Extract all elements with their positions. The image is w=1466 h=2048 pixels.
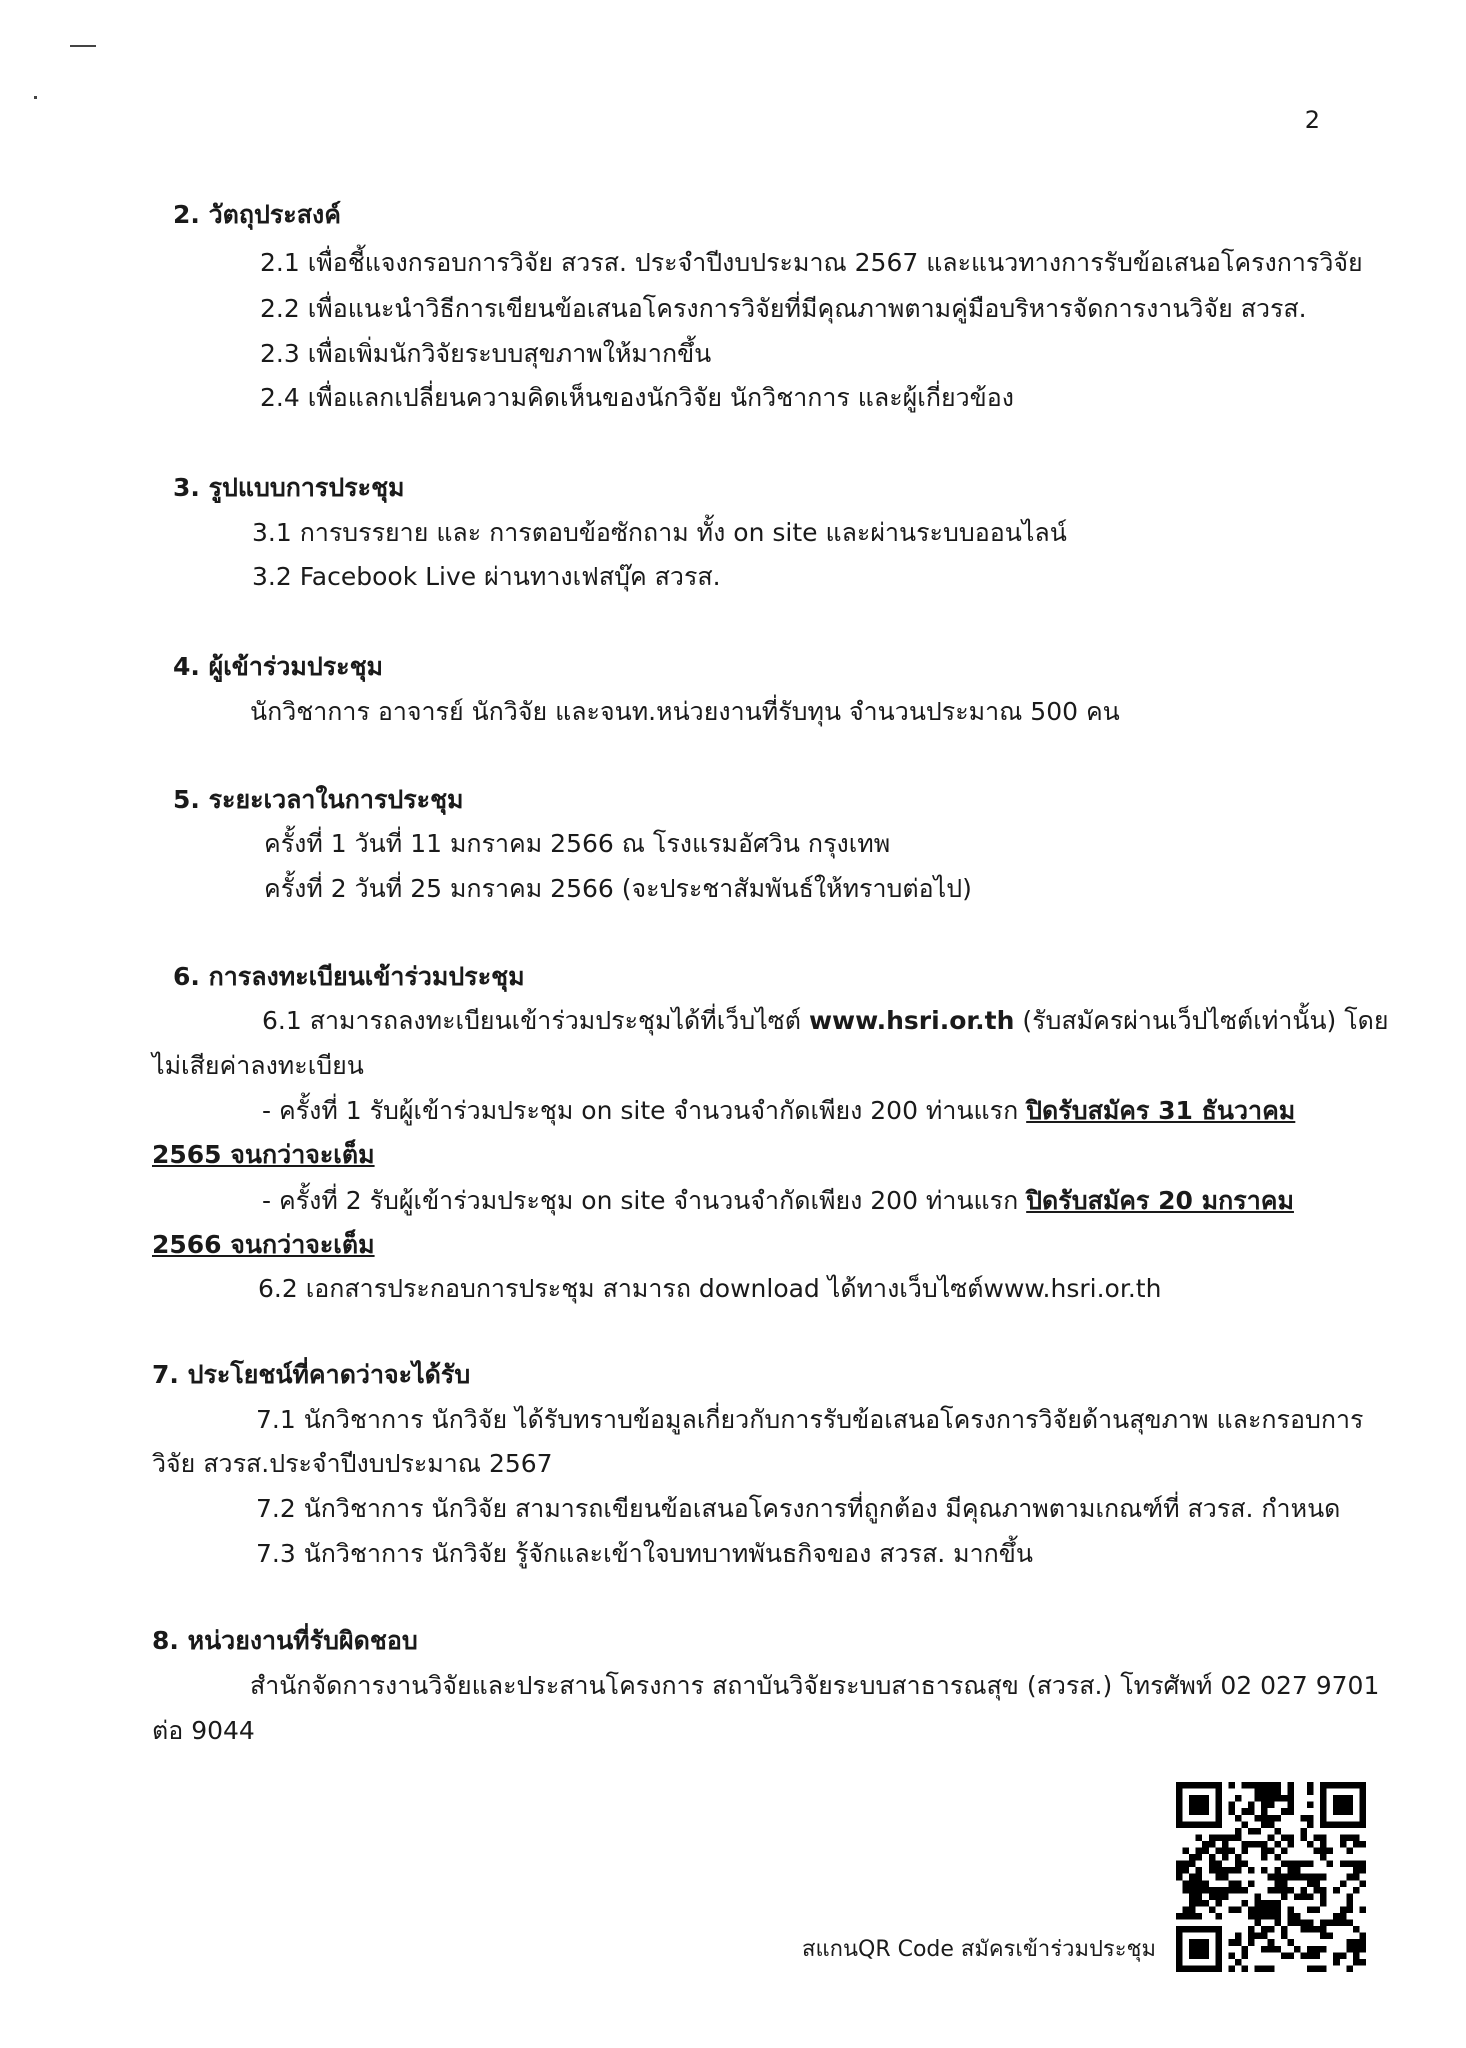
- format-item: 3.2 Facebook Live ผ่านทางเฟสบุ๊ค สวรส.: [252, 562, 721, 591]
- participants-text: นักวิชาการ อาจารย์ นักวิจัย และจนท.หน่วยงานที่รับทุน จำนวนประมาณ 500 คน: [250, 697, 1120, 726]
- round-text: - ครั้งที่ 2 รับผู้เข้าร่วมประชุม on site จำนวนจำกัดเพียง 200 ท่านแรก: [262, 1186, 1019, 1215]
- objective-item: 2.2 เพื่อแนะนำวิธีการเขียนข้อเสนอโครงการวิจัยที่มีคุณภาพตามคู่มือบริหารจัดการงานวิจัย สวรส.: [260, 294, 1307, 323]
- registration-round-1: [262, 1096, 1295, 1126]
- section-4-heading: 4. ผู้เข้าร่วมประชุม: [173, 652, 384, 681]
- benefit-item: 7.2 นักวิชาการ นักวิจัย สามารถเขียนข้อเสนอโครงการที่ถูกต้อง มีคุณภาพตามเกณฑ์ที่ สวรส. กำหนด: [256, 1494, 1341, 1523]
- registration-text: 6.1 สามารถลงทะเบียนเข้าร่วมประชุมได้ที่เว็บไซต์: [262, 1006, 801, 1035]
- deadline-text: ปิดรับสมัคร 20 มกราคม: [1026, 1186, 1294, 1215]
- benefit-item: 7.1 นักวิชาการ นักวิจัย ได้รับทราบข้อมูลเกี่ยวกับการรับข้อเสนอโครงการวิจัยด้านสุขภาพ และกรอบการ: [256, 1405, 1364, 1434]
- registration-text: ไม่เสียค่าลงทะเบียน: [152, 1051, 364, 1080]
- section-3-heading: 3. รูปแบบการประชุม: [173, 473, 405, 502]
- objective-item: 2.4 เพื่อแลกเปลี่ยนความคิดเห็นของนักวิจัย นักวิชาการ และผู้เกี่ยวข้อง: [260, 383, 1014, 412]
- schedule-item: ครั้งที่ 2 วันที่ 25 มกราคม 2566 (จะประชาสัมพันธ์ให้ทราบต่อไป): [264, 874, 972, 903]
- section-2-heading: 2. วัตถุประสงค์: [173, 200, 341, 229]
- objective-item: 2.3 เพื่อเพิ่มนักวิจัยระบบสุขภาพให้มากขึ้น: [260, 339, 712, 368]
- deadline-text: ปิดรับสมัคร 31 ธันวาคม: [1026, 1096, 1296, 1125]
- scan-mark: [34, 96, 37, 99]
- section-8-heading: 8. หน่วยงานที่รับผิดชอบ: [152, 1626, 418, 1655]
- registration-paragraph: [262, 1006, 1389, 1036]
- qr-caption: สแกนQR Code สมัครเข้าร่วมประชุม: [802, 1937, 1156, 1962]
- format-item: 3.1 การบรรยาย และ การตอบข้อซักถาม ทั้ง on site และผ่านระบบออนไลน์: [252, 518, 1067, 547]
- benefit-item: 7.3 นักวิชาการ นักวิจัย รู้จักและเข้าใจบทบาทพันธกิจของ สวรส. มากขึ้น: [256, 1539, 1033, 1568]
- qr-code-icon[interactable]: [1176, 1782, 1366, 1972]
- section-7-heading: 7. ประโยชน์ที่คาดว่าจะได้รับ: [152, 1360, 471, 1389]
- documents-text: 6.2 เอกสารประกอบการประชุม สามารถ download ได้ทางเว็บไซต์www.hsri.or.th: [258, 1274, 1162, 1303]
- objective-item: 2.1 เพื่อชี้แจงกรอบการวิจัย สวรส. ประจำปีงบประมาณ 2567 และแนวทางการรับข้อเสนอโครงการวิจัย: [260, 248, 1363, 277]
- schedule-item: ครั้งที่ 1 วันที่ 11 มกราคม 2566 ณ โรงแรมอัศวิน กรุงเทพ: [264, 829, 891, 858]
- deadline-text: 2565 จนกว่าจะเต็ม: [152, 1140, 375, 1169]
- deadline-text: 2566 จนกว่าจะเต็ม: [152, 1230, 375, 1259]
- organization-text: สำนักจัดการงานวิจัยและประสานโครงการ สถาบันวิจัยระบบสาธารณสุข (สวรส.) โทรศัพท์ 02 027 9701: [250, 1671, 1380, 1700]
- section-5-heading: 5. ระยะเวลาในการประชุม: [173, 785, 464, 814]
- registration-url[interactable]: www.hsri.or.th: [808, 1006, 1015, 1035]
- organization-text: ต่อ 9044: [152, 1716, 255, 1745]
- registration-text: (รับสมัครผ่านเว็ปไซต์เท่านั้น) โดย: [1022, 1006, 1389, 1035]
- scan-mark: [70, 45, 96, 47]
- benefit-item: วิจัย สวรส.ประจำปีงบประมาณ 2567: [152, 1449, 553, 1478]
- section-6-heading: 6. การลงทะเบียนเข้าร่วมประชุม: [173, 962, 525, 991]
- round-text: - ครั้งที่ 1 รับผู้เข้าร่วมประชุม on site จำนวนจำกัดเพียง 200 ท่านแรก: [262, 1096, 1019, 1125]
- registration-round-2: [262, 1186, 1294, 1216]
- page-number: 2: [1304, 106, 1320, 134]
